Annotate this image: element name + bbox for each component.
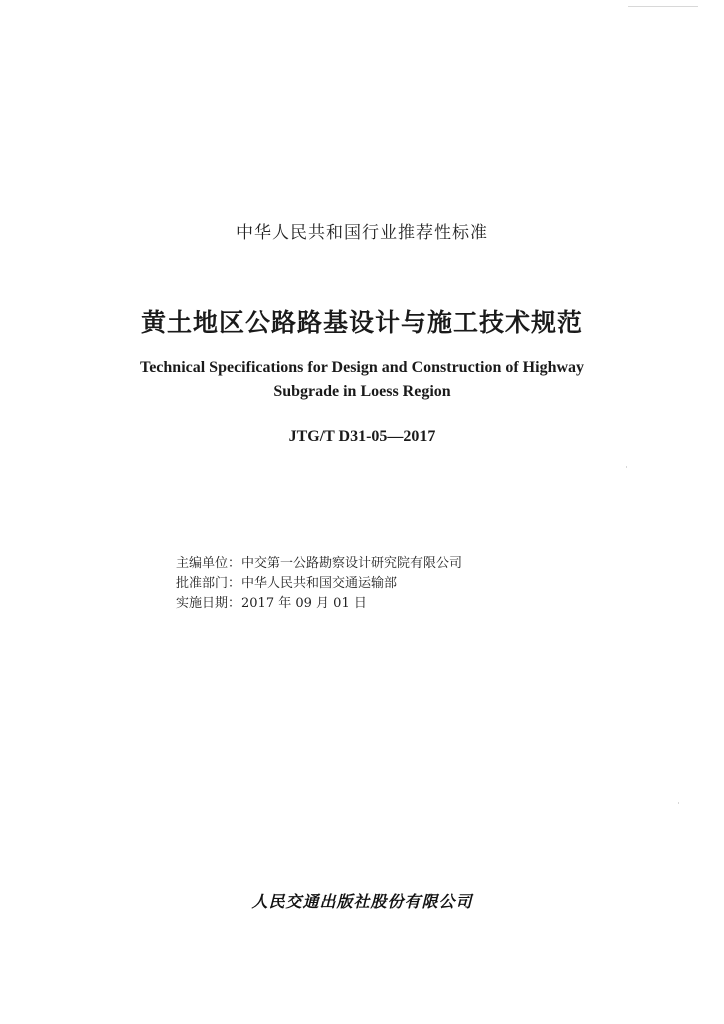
scan-speck bbox=[626, 466, 627, 468]
effective-date-row bbox=[176, 594, 462, 614]
info-block bbox=[176, 554, 462, 614]
english-title-line-1: Technical Specifications for Design and Construction of Highway bbox=[139, 359, 585, 376]
chinese-title: 黄土地区公路路基设计与施工技术规范 bbox=[140, 308, 583, 337]
editor-row bbox=[176, 554, 462, 574]
scan-speck bbox=[678, 802, 679, 804]
scan-speck bbox=[628, 6, 698, 7]
editor-label: 主编单位： bbox=[176, 556, 242, 571]
effective-date-value: 2017 年 09 月 01 日 bbox=[241, 596, 367, 611]
english-title bbox=[0, 356, 724, 404]
approver-label: 批准部门： bbox=[176, 576, 242, 591]
publisher-name: 人民交通出版社股份有限公司 bbox=[251, 892, 473, 911]
english-title-line-2: Subgrade in Loess Region bbox=[273, 383, 451, 400]
effective-date-label: 实施日期： bbox=[176, 596, 242, 611]
approver-value: 中华人民共和国交通运输部 bbox=[241, 576, 398, 591]
approver-row bbox=[176, 574, 462, 594]
standard-code: JTG/T D31-05—2017 bbox=[288, 428, 436, 445]
editor-value: 中交第一公路勘察设计研究院有限公司 bbox=[241, 556, 463, 571]
industry-standard-heading: 中华人民共和国行业推荐性标准 bbox=[236, 223, 488, 243]
